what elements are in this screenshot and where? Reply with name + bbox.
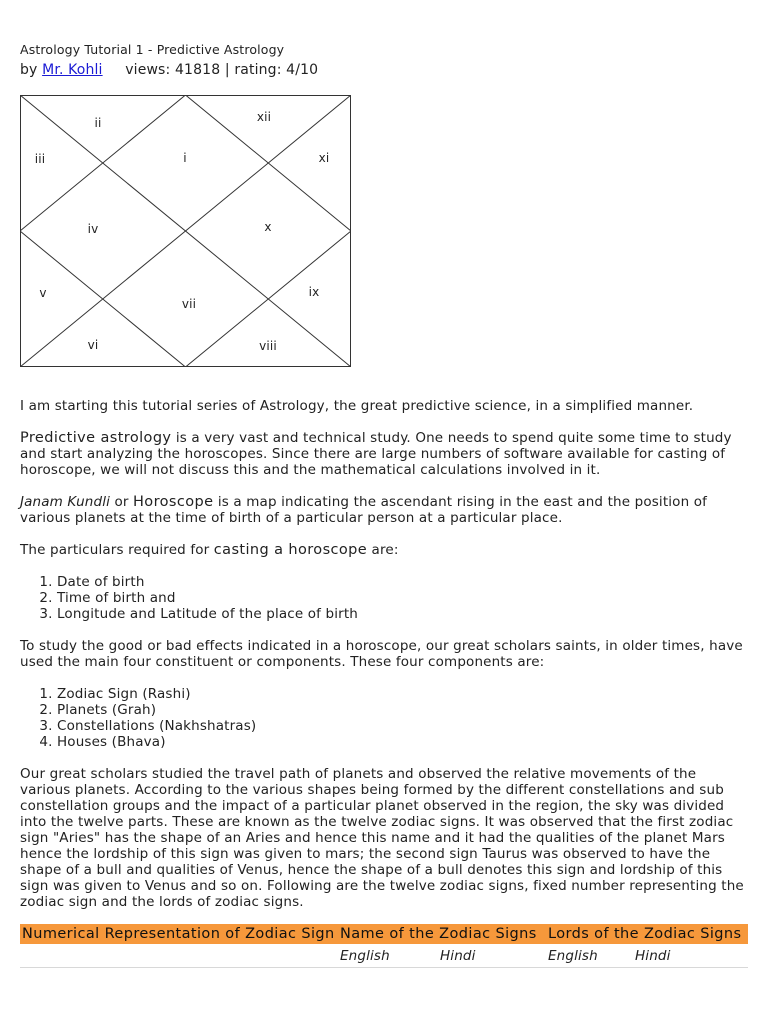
house-label-ix: ix [308, 285, 320, 299]
house-label-v: v [39, 286, 47, 300]
header-lords: Lords of the Zodiac Signs [546, 924, 748, 944]
sub-header-hindi: Hindi [440, 948, 476, 964]
particulars-list [20, 574, 748, 622]
list-item: 3. Longitude and Latitude of the place of birth [57, 606, 748, 622]
list-item: 4. Houses (Bhava) [57, 734, 748, 750]
header-numerical: Numerical Representation of Zodiac Sign [20, 924, 338, 944]
casting-term: casting a horoscope [213, 542, 368, 558]
janam-kundli-term: Janam Kundli [20, 494, 110, 510]
horoscope-chart [20, 95, 351, 367]
article-body [20, 398, 748, 968]
sub-header-hindi: Hindi [635, 948, 671, 964]
scholars-paragraph: Our great scholars studied the travel path of planets and observed the relative movements of the various planets. According to the various shapes being formed by the different constellations and sub constellation groups and the impact of a particular planet observed in the region, the sky was divided into the twelve parts. These are known as the twelve zodiac signs. It was observed that the first zodiac sign "Aries" has the shape of an Aries and hence this name and it had the qualities of the planet Mars hence the lordship of this sign was given to mars; the second sign Taurus was observed to have the shape of a bull and qualities of Venus, hence the shape of a bull denotes this sign and lordship of this sign was given to Venus and so on. Following are the twelve zodiac signs, fixed number representing the zodiac sign and the lords of zodiac signs. [20, 766, 744, 910]
by-label: by [20, 62, 38, 78]
particulars-intro: The particulars required for [20, 542, 214, 558]
list-item: 1. Zodiac Sign (Rashi) [57, 686, 748, 702]
house-label-iii: iii [34, 152, 46, 166]
article-stats: views: 41818 | rating: 4/10 [125, 62, 319, 78]
components-list [20, 686, 748, 750]
components-paragraph: To study the good or bad effects indicated in a horoscope, our great scholars saints, in older times, have used the main four constituent or components. These four components are: [20, 638, 743, 670]
author-link[interactable]: Mr. Kohli [42, 62, 103, 78]
kundli-paragraph [20, 494, 748, 526]
table-header-row [20, 924, 748, 944]
house-label-iv: iv [87, 222, 99, 236]
list-item: 3. Constellations (Nakhshatras) [57, 718, 748, 734]
sub-header-english: English [548, 948, 598, 964]
table-row [20, 944, 748, 968]
house-label-x: x [264, 220, 272, 234]
kundli-text: is a map indicating the ascendant rising in the east and the position of various planets at the time of birth of a particular person at a particular place. [20, 494, 708, 526]
house-label-vii: vii [181, 297, 197, 311]
table-cell [338, 944, 546, 968]
article-title: Astrology Tutorial 1 - Predictive Astrology [20, 42, 285, 57]
intro-paragraph: I am starting this tutorial series of Astrology, the great predictive science, in a simplified manner. [20, 398, 694, 414]
header-sign-names: Name of the Zodiac Signs [338, 924, 546, 944]
particulars-paragraph [20, 542, 748, 558]
article-meta [20, 62, 318, 78]
house-label-xii: xii [256, 110, 272, 124]
house-label-i: i [183, 151, 187, 165]
list-item: 2. Planets (Grah) [57, 702, 748, 718]
horoscope-chart-svg [20, 95, 351, 367]
house-label-ii: ii [94, 116, 102, 130]
sub-header-english: English [340, 948, 390, 964]
predictive-paragraph [20, 430, 748, 478]
horoscope-term: Horoscope [133, 494, 214, 510]
house-label-vi: vi [87, 338, 99, 352]
table-cell-empty [20, 944, 338, 968]
predictive-text: is a very vast and technical study. One needs to spend quite some time to study and start analyzing the horoscopes. Since there are large numbers of software available for casting of horoscope, we will not discuss this and the mathematical calculations involved in it. [20, 430, 732, 478]
table-cell [546, 944, 748, 968]
house-label-xi: xi [318, 151, 330, 165]
list-item: 2. Time of birth and [57, 590, 748, 606]
predictive-term: Predictive astrology [20, 430, 172, 446]
house-label-viii: viii [259, 339, 277, 353]
list-item: 1. Date of birth [57, 574, 748, 590]
particulars-suffix: are: [367, 542, 399, 558]
zodiac-table [20, 924, 748, 968]
or-text: or [110, 494, 133, 510]
